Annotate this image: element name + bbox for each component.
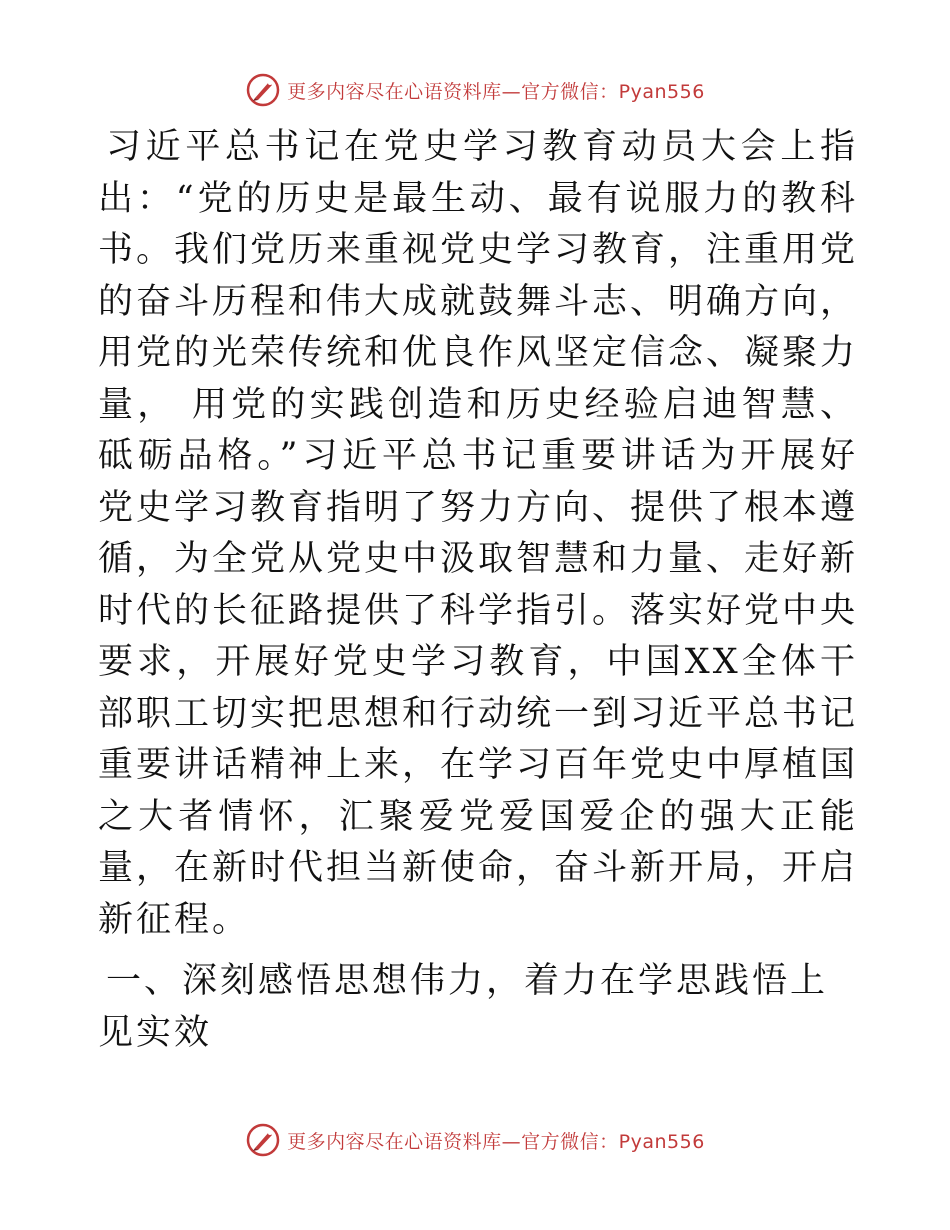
quill-pen-icon [245, 1122, 281, 1158]
watermark-text: 更多内容尽在心语资料库—官方微信：Pyan556 [287, 1130, 705, 1153]
section-heading: 一、深刻感悟思想伟力，着力在学思践悟上见实效 [98, 961, 829, 1053]
document-body [98, 122, 858, 1059]
quill-pen-icon [245, 72, 281, 108]
footer-watermark [0, 1120, 950, 1160]
header-watermark [0, 70, 950, 110]
watermark-text: 更多内容尽在心语资料库—官方微信：Pyan556 [287, 80, 705, 103]
body-paragraph: 习近平总书记在党史学习教育动员大会上指出：“党的历史是最生动、最有说服力的教科书。我们党历来重视党史学习教育，注重用党的奋斗历程和伟大成就鼓舞斗志、明确方向，用党的光荣传统和优良作风坚定信念、凝聚力量， 用党的实践创造和历史经验启迪智慧、砥砺品格。”习近平总书记重要讲话为开展好党史学习教育指明了努力方向、提供了根本遵循，为全党从党史中汲取智慧和力量、走好新时代的长征路提供了科学指引。落实好党中央要求，开展好党史学习教育，中国XX全体干部职工切实把思想和行动统一到习近平总书记重要讲话精神上来，在学习百年党史中厚植国之大者情怀，汇聚爱党爱国爱企的强大正能量，在新时代担当新使命，奋斗新开局，开启新征程。 [98, 127, 859, 940]
